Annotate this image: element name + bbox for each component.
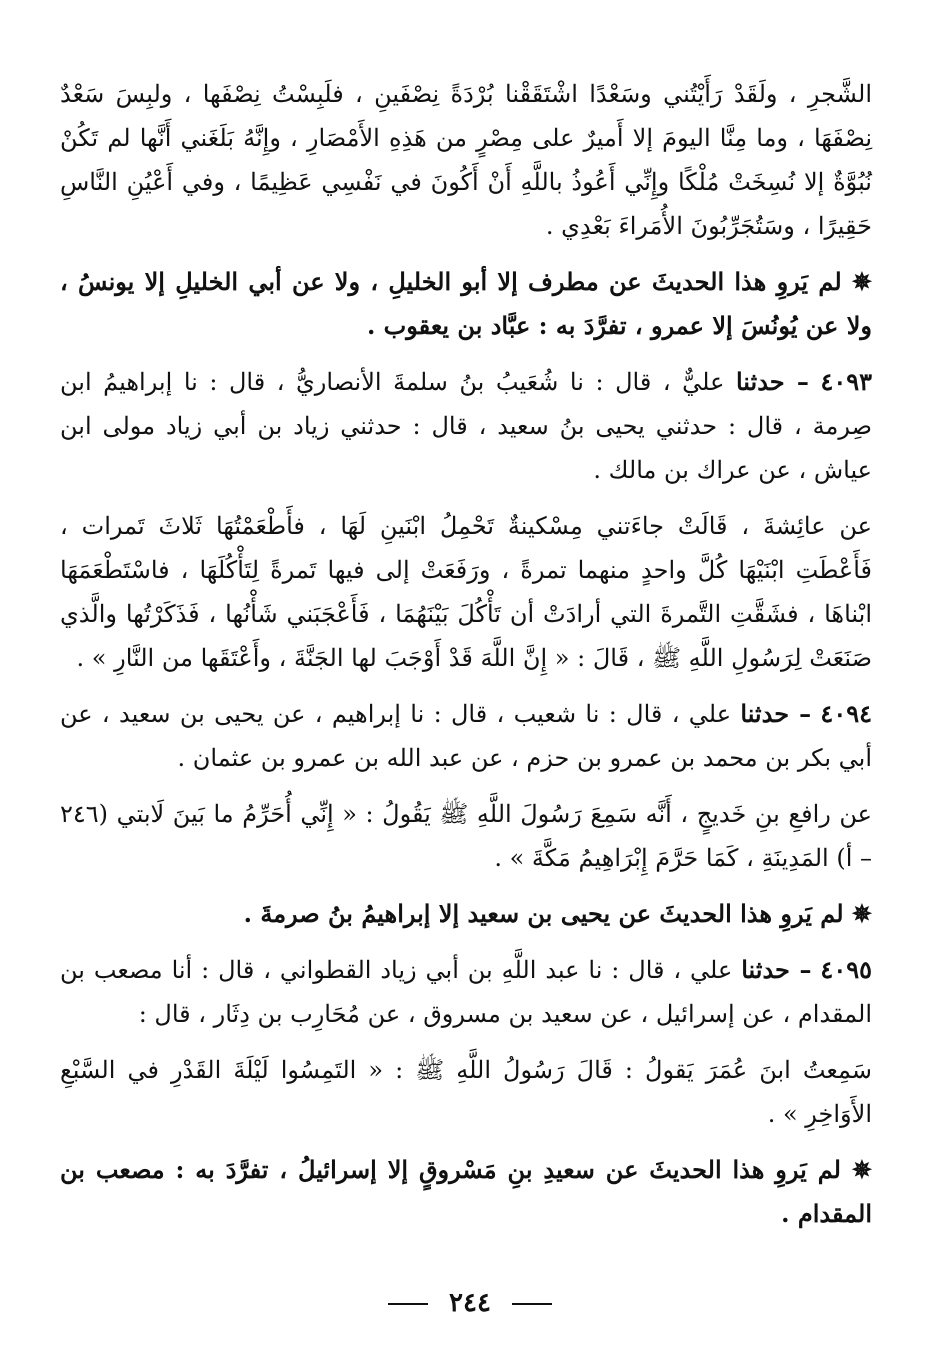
paragraph-note: ✵ لم يَروِ هذا الحديثَ عن مطرف إلا أبو الخليلِ ، ولا عن أبي الخليلِ إلا يونسُ ، ولا عن يُونُسَ إلا عمرو ، تفرَّدَ به : عبَّاد بن يعقوب . — [60, 267, 872, 340]
hadith-text: علي ، قال : نا شعيب ، قال : نا إبراهيم ، عن يحيى بن سعيد ، عن أبي بكر بن محمد بن عمرو بن حزم ، عن عبد الله بن عمرو بن عثمان . — [60, 700, 872, 772]
hadith-head: – حدثنا — [735, 367, 809, 396]
hadith-head: – حدثنا — [740, 699, 812, 728]
paragraph-note: ✵ لم يَروِ هذا الحديثَ عن سعيدِ بنِ مَسْروقٍ إلا إسرائيلُ ، تفرَّدَ به : مصعب بن المقدام . — [60, 1155, 872, 1228]
page-content — [60, 72, 872, 1236]
hadith-number: ٤٠٩٤ — [820, 699, 872, 728]
paragraph-text: عن رافعِ بنِ خَديجٍ ، أَنَّه سَمِعَ رَسُولَ اللَّهِ ﷺ يَقُولُ : « إِنِّي أُحَرِّمُ ما بَينَ لَابتي (٢٤٦ – أ) المَدِينَةِ ، كَمَا حَرَّمَ إِبْرَاهِيمُ مَكَّةَ » . — [60, 800, 872, 872]
hadith-number: ٤٠٩٣ — [820, 367, 872, 396]
page-number: ٢٤٤ — [449, 1288, 491, 1318]
paragraph-note: ✵ لم يَروِ هذا الحديثَ عن يحيى بن سعيد إلا إبراهيمُ بنُ صرمةَ . — [243, 899, 872, 928]
paragraph-hadith — [60, 360, 872, 492]
hadith-text: علي ، قال : نا عبد اللَّهِ بن أبي زياد القطواني ، قال : أنا مصعب بن المقدام ، عن إسرائيل ، عن سعيد بن مسروق ، عن مُحَارِب بن دِثَار ، قال : — [60, 956, 872, 1028]
paragraph-text: عن عائِشةَ ، قَالَتْ جاءَتني مِسْكينةٌ تَحْمِلُ ابْنَينِ لَهَا ، فأَطْعَمْتُهَا ثَلاثَ تَمرات ، فَأَعْطَتِ ابْنَيْهَا كُلَّ واحدٍ منهما تمرةً ، ورَفَعَتْ إلى فيها تَمرةً لِتَأْكُلَهَا ، فاسْتَطْعَمَهَا ابْناهَا ، فشَقَّتِ التَّمرةَ التي أرادَتْ أن تَأْكُلَ بَيْنَهُمَا ، فَأَعْجَبَني شَأْنُها ، فَذَكَرْتُها والَّذي صَنَعَتْ لِرَسُولِ اللَّهِ ﷺ ، قَالَ : « إِنَّ اللَّهَ قَدْ أَوْجَبَ لها الجَنَّةَ ، وأَعْتَقَها من النَّارِ » . — [60, 512, 872, 672]
paragraph-hadith — [60, 692, 872, 780]
footer-dash — [512, 1303, 552, 1305]
paragraph-text: سَمِعتُ ابنَ عُمَرَ يَقولُ : قَالَ رَسُولُ اللَّهِ ﷺ : « التَمِسُوا لَيْلَةَ القَدْرِ في السَّبْعِ الأَوَاخِرِ » . — [60, 1056, 872, 1128]
footer-dash — [388, 1303, 428, 1305]
paragraph-hadith — [60, 948, 872, 1036]
page-footer — [0, 1288, 940, 1318]
hadith-text: عليٌّ ، قال : نا شُعَيبُ بنُ سلمةَ الأنصاريُّ ، قال : نا إبراهيمُ ابن صِرمة ، قال : حدثني يحيى بنُ سعيد ، قال : حدثني زياد بن أبي زياد مولى ابن عياش ، عن عراك بن مالك . — [60, 368, 872, 484]
hadith-number: ٤٠٩٥ — [820, 955, 872, 984]
hadith-head: – حدثنا — [741, 955, 812, 984]
paragraph-text: الشَّجرِ ، ولَقَدْ رَأَيْتُني وسَعْدًا اشْتَقَقْنا بُرْدَةً نِصْفَينِ ، فلَبِسْتُ نِصْفَها ، ولبِسَ سَعْدٌ نِصْفَهَا ، وما مِنَّا اليومَ إلا أَميرٌ على مِصْرٍ من هَذِهِ الأَمْصَارِ ، وإِنَّهُ بَلَغَني أَنَّها لم تَكُنْ نُبُوَّةٌ إلا نُسِخَتْ مُلْكًا وإِنِّي أَعُوذُ باللَّهِ أَنْ أَكُونَ في نَفْسِي عَظِيمًا ، وفي أَعْيُنِ النَّاسِ حَقِيرًا ، وسَتُجَرِّبُونَ الأُمَراءَ بَعْدِي . — [60, 80, 872, 240]
